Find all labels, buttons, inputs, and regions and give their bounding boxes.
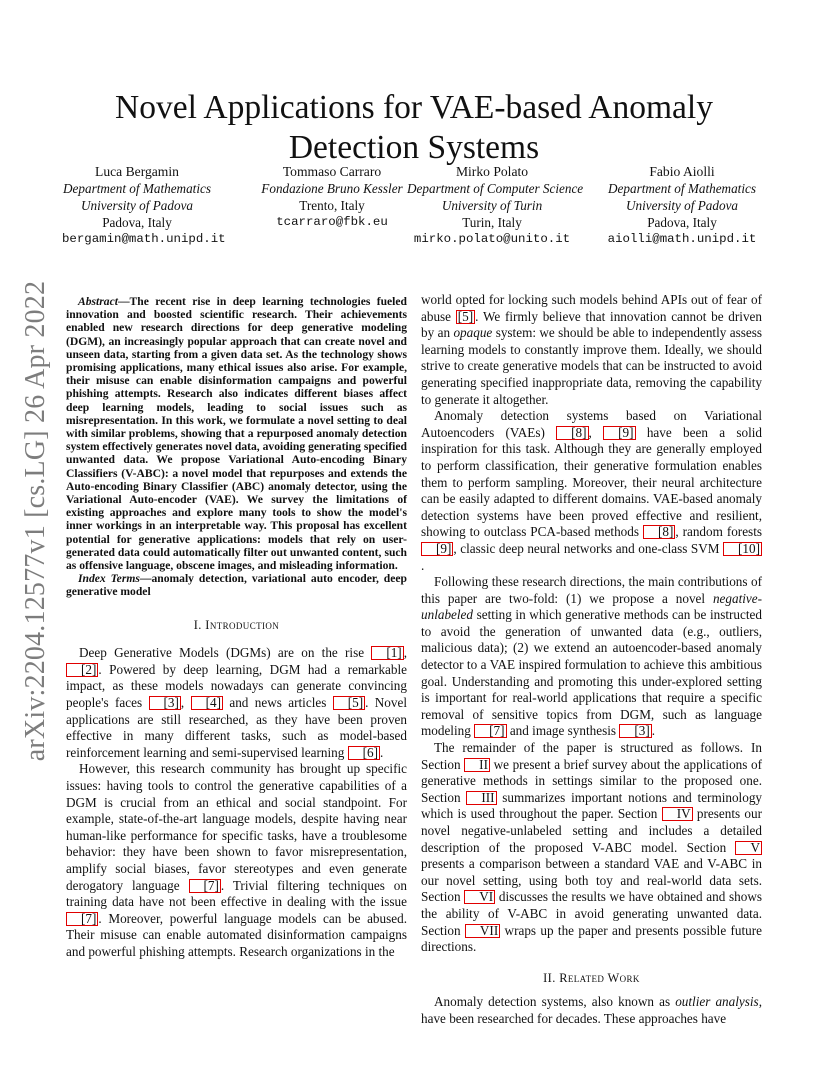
- abstract: [66, 295, 407, 572]
- paragraph-text: . Novel applications are still researched, as they have been proven effective in many different tasks, such as model-based reinforcement learning and semi-supervised learning: [66, 695, 408, 760]
- citation-link[interactable]: [3]: [149, 696, 181, 710]
- author-email[interactable]: tcarraro@fbk.eu: [276, 215, 388, 229]
- paragraph-text: However, this research community has brought up specific issues: having tools to control the generative capabilities of a DGM is crucial from an ethical and social standpoint. For example, state-of-the-art language models, despite having near human-like performance for specific tasks, have a troublesome behavior: they have been shown to favor misrepresentation, amplify social biases, favor stereotypes and even generate derogatory language: [66, 761, 407, 893]
- author-location: Turin, Italy: [462, 215, 522, 230]
- author-name: Mirko Polato: [455, 164, 529, 179]
- paragraph-text: wraps up the paper and presents possible future directions.: [421, 922, 763, 955]
- citation-link[interactable]: [7]: [66, 912, 98, 926]
- author-dept: Fondazione Bruno Kessler: [261, 181, 403, 196]
- author-email[interactable]: aiolli@math.unipd.it: [607, 232, 757, 246]
- paragraph-text: ,: [588, 424, 604, 440]
- right-column: [421, 292, 762, 1028]
- paragraph-text: , random forests: [675, 524, 762, 540]
- index-terms: [66, 572, 407, 598]
- paragraph: [421, 408, 762, 574]
- citation-link[interactable]: III: [466, 791, 496, 805]
- paragraph-text: .: [379, 744, 384, 760]
- index-terms-label: Index Terms: [78, 572, 140, 586]
- paragraph-text: have been a solid inspiration for this task. Although they are generally employed to perform classification, their generative formulation enables them to perform sampling. Moreover, their neural architecture can be easily adapted to different domains. VAE-based anomaly detection systems have been proved effective and resilient, showing to outclass PCA-based methods: [421, 424, 762, 540]
- arxiv-stamp-text: arXiv:2204.12577v1 [cs.LG] 26 Apr 2022: [20, 280, 51, 762]
- emphasis: outlier analysis: [675, 994, 759, 1010]
- paragraph-text: . Trivial filtering techniques on training data have not been effective in dealing with the issue: [66, 877, 407, 910]
- paragraph-text: . We firmly believe that innovation cannot be driven by an: [421, 308, 762, 341]
- paragraph-text: presents our novel negative-unlabeled setting and includes a detailed description of the proposed V-ABC model. Section: [421, 806, 762, 855]
- paragraph-part: system: we should be able to independently assess learning models to constantly improve them. Ideally, we should strive to create generative models that can be instructed to avoid generating specified inappropriate data, removing the capability to generate it altogether.: [421, 325, 762, 407]
- paragraph-text: presents a comparison between a standard VAE and V-ABC in our novel setting, using both toy and real-world data sets. Section: [421, 856, 762, 905]
- author-name: Tommaso Carraro: [282, 164, 382, 179]
- author-4: [602, 163, 762, 248]
- paragraph-text: summarizes important notions and terminology which is used throughout the paper. Section: [421, 789, 763, 822]
- paragraph-text: The remainder of the paper is structured as follows. In Section: [421, 740, 762, 772]
- author-inst: University of Turin: [441, 198, 543, 213]
- paragraph: [66, 645, 407, 761]
- author-dept: Department of Computer Science: [407, 181, 584, 196]
- paper-title: Novel Applications for VAE-based Anomaly Detection Systems: [115, 89, 713, 167]
- paragraph-text: and news articles: [222, 695, 333, 711]
- paragraph: [421, 994, 762, 1027]
- paragraph-part: Anomaly detection systems, also known as: [434, 994, 676, 1010]
- author-3: [407, 163, 584, 248]
- paragraph-text: . Moreover, powerful language models can be abused. Their misuse can enable automated disinformation campaigns and powerful phishing attempts. Research organizations in the: [66, 910, 407, 959]
- citation-link[interactable]: IV: [662, 807, 693, 821]
- citation-link[interactable]: [3]: [619, 724, 651, 738]
- citation-link[interactable]: [2]: [66, 663, 98, 677]
- citation-link[interactable]: [1]: [371, 646, 403, 660]
- citation-link[interactable]: [6]: [348, 746, 380, 760]
- author-2: [252, 163, 412, 231]
- citation-link[interactable]: [8]: [643, 525, 675, 539]
- arxiv-stamp: [6, 280, 66, 762]
- author-name: Luca Bergamin: [95, 164, 179, 179]
- citation-link[interactable]: V: [735, 841, 762, 855]
- citation-link[interactable]: [5]: [457, 308, 474, 324]
- paragraph-text: world opted for locking such models behind APIs out of fear of abuse: [421, 292, 762, 324]
- paragraph-text: we present a brief survey about the applications of generative methods in settings similar to the proposed one. Section: [421, 756, 762, 805]
- paragraph: [66, 761, 407, 960]
- citation-link[interactable]: [9]: [421, 542, 453, 556]
- author-dept: Department of Mathematics: [63, 181, 211, 196]
- paragraph-text: .: [651, 723, 656, 739]
- author-location: Padova, Italy: [647, 215, 717, 230]
- abstract-label: Abstract: [78, 295, 118, 308]
- citation-link[interactable]: [5]: [333, 696, 365, 710]
- citation-link[interactable]: [10]: [723, 542, 762, 556]
- section-heading-related-work: II. Related Work: [543, 970, 640, 985]
- citation-link[interactable]: [7]: [474, 724, 506, 738]
- paragraph-text: ,: [403, 645, 407, 661]
- citation-link[interactable]: VII: [465, 924, 500, 938]
- paragraph-text: ,: [180, 695, 191, 711]
- citation-link[interactable]: VI: [464, 890, 495, 904]
- author-dept: Department of Mathematics: [608, 181, 756, 196]
- paragraph-text: , classic deep neural networks and one-class SVM: [453, 540, 724, 556]
- paragraph-part: Following these research directions, the main contributions of this paper are two-fold: (1) we propose a novel: [421, 574, 762, 606]
- citation-link[interactable]: [4]: [191, 696, 223, 710]
- citation-link[interactable]: [9]: [603, 426, 635, 440]
- author-inst: University of Padova: [80, 198, 194, 213]
- author-location: Trento, Italy: [299, 198, 365, 213]
- paragraph-text: discusses the results we have obtained and shows the ability of V-ABC in avoid generating unwanted data. Section: [421, 889, 762, 938]
- citation-link[interactable]: II: [464, 758, 490, 772]
- citation-link[interactable]: [7]: [189, 879, 221, 893]
- paragraph: [421, 292, 762, 408]
- paragraph: [421, 740, 762, 956]
- paragraph: [421, 574, 762, 740]
- paragraph-text: and image synthesis: [506, 723, 620, 739]
- section-heading-introduction: I. Introduction: [193, 617, 280, 632]
- paragraph-text: Deep Generative Models (DGMs) are on the rise: [79, 645, 372, 661]
- paragraph-part: , have been researched for decades. These approaches have: [421, 994, 762, 1026]
- paragraph-text: . Powered by deep learning, DGM had a remarkable impact, as these models nowadays can generate convincing people's faces: [66, 661, 407, 711]
- index-terms-text: —anomaly detection, variational auto encoder, deep generative model: [66, 572, 407, 599]
- author-email[interactable]: bergamin@math.unipd.it: [62, 232, 226, 246]
- paragraph-text: .: [421, 557, 425, 573]
- emphasis: opaque: [453, 325, 493, 341]
- paragraph-text: Anomaly detection systems based on Variational Autoencoders (VAEs): [421, 408, 762, 440]
- paragraph-part: [421, 607, 762, 738]
- paragraph-text: setting in which generative methods can be instructed to avoid the generation of unwanted data (e.g., outliers, malicious data); (2) we extend an autoencoder-based anomaly detector to a VAE inspired formulation to achieve this ambitious goal. Understanding and promoting this under-explored setting is important for real-world applications that require a specific removal of sensitive topics from DGM, such as language modeling: [421, 607, 762, 739]
- author-location: Padova, Italy: [102, 215, 172, 230]
- emphasis: negative-unlabeled: [421, 590, 762, 623]
- author-1: [62, 163, 226, 248]
- author-inst: University of Padova: [625, 198, 739, 213]
- author-email[interactable]: mirko.polato@unito.it: [413, 232, 571, 246]
- author-name: Fabio Aiolli: [649, 164, 715, 179]
- citation-link[interactable]: [8]: [556, 426, 588, 440]
- left-column: [66, 292, 407, 961]
- abstract-text: —The recent rise in deep learning technologies fueled innovation and boosted scientific research. Their achievements enabled new research directions for deep generative modeling (DGM), an increasingly popular approach that can create novel and unseen data, starting from a given data set. As the technology shows promising applications, many ethical issues also arise. For example, their misuse can enable disinformation campaigns and powerful phishing attempts. Research also indicates different biases affect deep learning models, leading to social issues such as misrepresentation. In this work, we formulate a novel setting to deal with similar problems, showing that a repurposed anomaly detection system effectively generates novel data, avoiding generating specified unwanted data. We propose Variational Auto-encoding Binary Classifiers (V-ABC): a novel model that repurposes and extends the Auto-encoding Binary Classifier (ABC) anomaly detector, using the Variational Auto-encoder (VAE). We survey the limitations of existing approaches and explore many tools to show the model's inner workings in an interpretable way. This proposal has excellent potential for generative applications: models that rely on user-generated data could automatically filter out unwanted content, such as offensive language, obscene images, and misleading information.: [66, 295, 407, 573]
